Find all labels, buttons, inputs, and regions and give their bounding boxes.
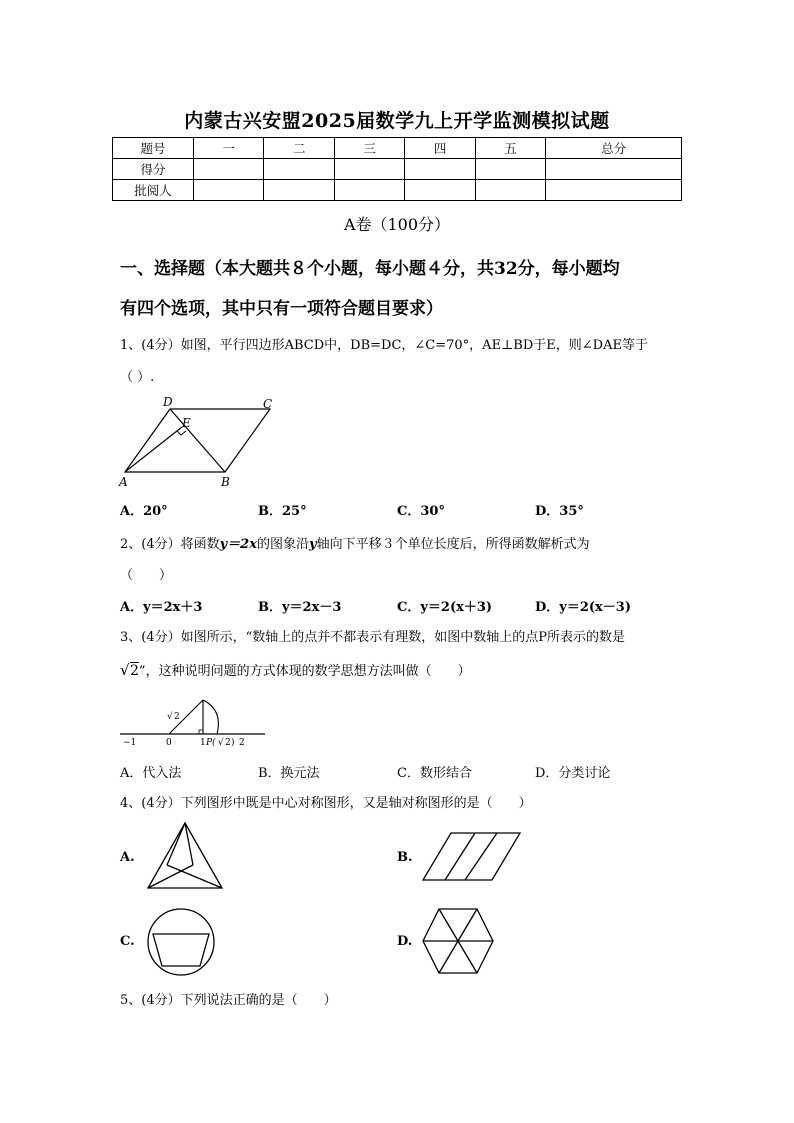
score-header-cell: 二 bbox=[264, 138, 334, 159]
q5-text-line1: 5、(4分）下列说法正确的是（ ） bbox=[120, 993, 337, 1008]
outer-triangle bbox=[148, 823, 222, 888]
score-table-row bbox=[113, 159, 682, 180]
score-header-cell: 总分 bbox=[546, 138, 682, 159]
q3-option-d[interactable]: D．分类讨论 bbox=[535, 766, 611, 781]
inner-line-2 bbox=[167, 865, 222, 888]
score-cell bbox=[194, 180, 264, 201]
outer-parallelogram bbox=[423, 833, 520, 880]
score-header-cell: 四 bbox=[405, 138, 475, 159]
score-cell bbox=[475, 159, 545, 180]
q1-parallelogram-figure bbox=[115, 392, 285, 492]
point-p-radical: √ bbox=[218, 738, 224, 748]
part-one-heading-line2: 有四个选项，其中只有一项符合题目要求） bbox=[120, 299, 443, 319]
q2-text-line2: （ ） bbox=[120, 568, 173, 583]
q4-option-a-label[interactable]: A. bbox=[120, 850, 135, 865]
point-p-close: ) bbox=[231, 738, 235, 748]
score-cell bbox=[264, 159, 334, 180]
point-p-label: P( bbox=[206, 738, 216, 748]
q2-option-b[interactable]: B．y＝2x－3 bbox=[258, 600, 342, 615]
score-table-header-row bbox=[113, 138, 682, 159]
sqrt-expression bbox=[120, 663, 139, 679]
q1-option-b[interactable]: B．25° bbox=[258, 504, 307, 519]
section-a-heading: A卷（100分） bbox=[343, 215, 451, 234]
score-header-cell: 五 bbox=[475, 138, 545, 159]
q3-text-line1: 3、(4分）如图所示，“数轴上的点并不都表示有理数，如图中数轴上的点P所表示的数是 bbox=[120, 630, 626, 645]
tick-label-one: 1 bbox=[200, 738, 206, 748]
score-row-label: 得分 bbox=[113, 159, 194, 180]
score-header-cell: 一 bbox=[194, 138, 264, 159]
q4-option-c-figure[interactable] bbox=[145, 906, 217, 978]
tick-label-minus-one: −1 bbox=[123, 738, 137, 748]
q2-suffix: 轴向下平移３个单位长度后，所得函数解析式为 bbox=[316, 537, 590, 552]
label-d: D bbox=[163, 395, 173, 409]
q3-text-line2 bbox=[120, 660, 471, 679]
right-angle-mark bbox=[177, 431, 186, 435]
radical-sign: √ bbox=[120, 661, 130, 679]
score-header-cell: 题号 bbox=[113, 138, 194, 159]
outer-circle bbox=[148, 909, 214, 975]
sqrt-radicand: 2 bbox=[130, 663, 139, 679]
q3-line2-text: ”，这种说明问题的方式体现的数学思想方法叫做（ ） bbox=[138, 664, 471, 679]
score-cell bbox=[334, 180, 404, 201]
q2-text-line1 bbox=[120, 533, 590, 552]
q3-option-b[interactable]: B．换元法 bbox=[258, 766, 320, 781]
score-cell bbox=[546, 180, 682, 201]
score-cell bbox=[334, 159, 404, 180]
q4-option-d-label[interactable]: D. bbox=[397, 934, 413, 949]
score-header-cell: 三 bbox=[334, 138, 404, 159]
q4-option-c-label[interactable]: C. bbox=[120, 934, 135, 949]
q2-axis: y bbox=[309, 537, 317, 552]
q2-option-d[interactable]: D．y＝2(x－3) bbox=[535, 600, 631, 615]
tick-label-zero: 0 bbox=[166, 738, 172, 748]
q1-option-a[interactable]: A．20° bbox=[120, 504, 168, 519]
q1-option-d[interactable]: D．35° bbox=[535, 504, 584, 519]
segment-ae bbox=[125, 427, 182, 472]
q4-option-b-label[interactable]: B. bbox=[397, 850, 413, 865]
tick-label-two: 2 bbox=[239, 738, 245, 748]
inner-line-1 bbox=[167, 823, 185, 865]
page-title: 内蒙古兴安盟2025届数学九上开学监测模拟试题 bbox=[184, 110, 610, 132]
inscribed-trapezoid bbox=[153, 934, 209, 966]
score-table bbox=[112, 137, 682, 201]
q1-text-line2: （ ）. bbox=[120, 370, 155, 385]
q2-option-a[interactable]: A．y＝2x＋3 bbox=[120, 600, 203, 615]
label-b: B bbox=[221, 475, 230, 489]
q1-option-c[interactable]: C．30° bbox=[397, 504, 445, 519]
q4-option-d-figure[interactable] bbox=[420, 906, 496, 976]
q4-option-a-figure[interactable] bbox=[145, 820, 230, 892]
hyp-radical: √ bbox=[167, 712, 173, 722]
q3-option-c[interactable]: C．数形结合 bbox=[397, 766, 472, 781]
label-a: A bbox=[119, 475, 128, 489]
part-one-heading-line1: 一、选择题（本大题共８个小题，每小题４分，共32分，每小题均 bbox=[120, 259, 620, 279]
score-cell bbox=[264, 180, 334, 201]
score-cell bbox=[405, 159, 475, 180]
q4-option-b-figure[interactable] bbox=[420, 830, 522, 884]
label-e: E bbox=[182, 416, 191, 430]
q3-number-line-figure bbox=[115, 690, 275, 750]
q1-text-line1: 1、(4分）如图，平行四边形ABCD中，DB=DC，∠C=70°，AE⊥BD于E，则∠DAE等于 bbox=[120, 338, 648, 353]
label-c: C bbox=[263, 397, 273, 411]
hyp-label: 2 bbox=[174, 712, 180, 722]
compass-arc bbox=[203, 700, 218, 734]
score-cell bbox=[546, 159, 682, 180]
q2-function: y＝2x bbox=[219, 537, 257, 552]
score-row-label: 批阅人 bbox=[113, 180, 194, 201]
diagonal-db bbox=[170, 409, 225, 472]
score-table-row bbox=[113, 180, 682, 201]
score-cell bbox=[475, 180, 545, 201]
q3-option-a[interactable]: A．代入法 bbox=[120, 766, 182, 781]
q2-mid: 的图象沿 bbox=[256, 537, 309, 552]
score-cell bbox=[405, 180, 475, 201]
score-cell bbox=[194, 159, 264, 180]
point-p-radicand: 2 bbox=[225, 738, 231, 748]
q2-option-c[interactable]: C．y＝2(x＋3) bbox=[397, 600, 493, 615]
q2-prefix: 2、(4分）将函数 bbox=[120, 537, 220, 552]
q4-text-line1: 4、(4分）下列图形中既是中心对称图形，又是轴对称图形的是（ ） bbox=[120, 796, 532, 811]
